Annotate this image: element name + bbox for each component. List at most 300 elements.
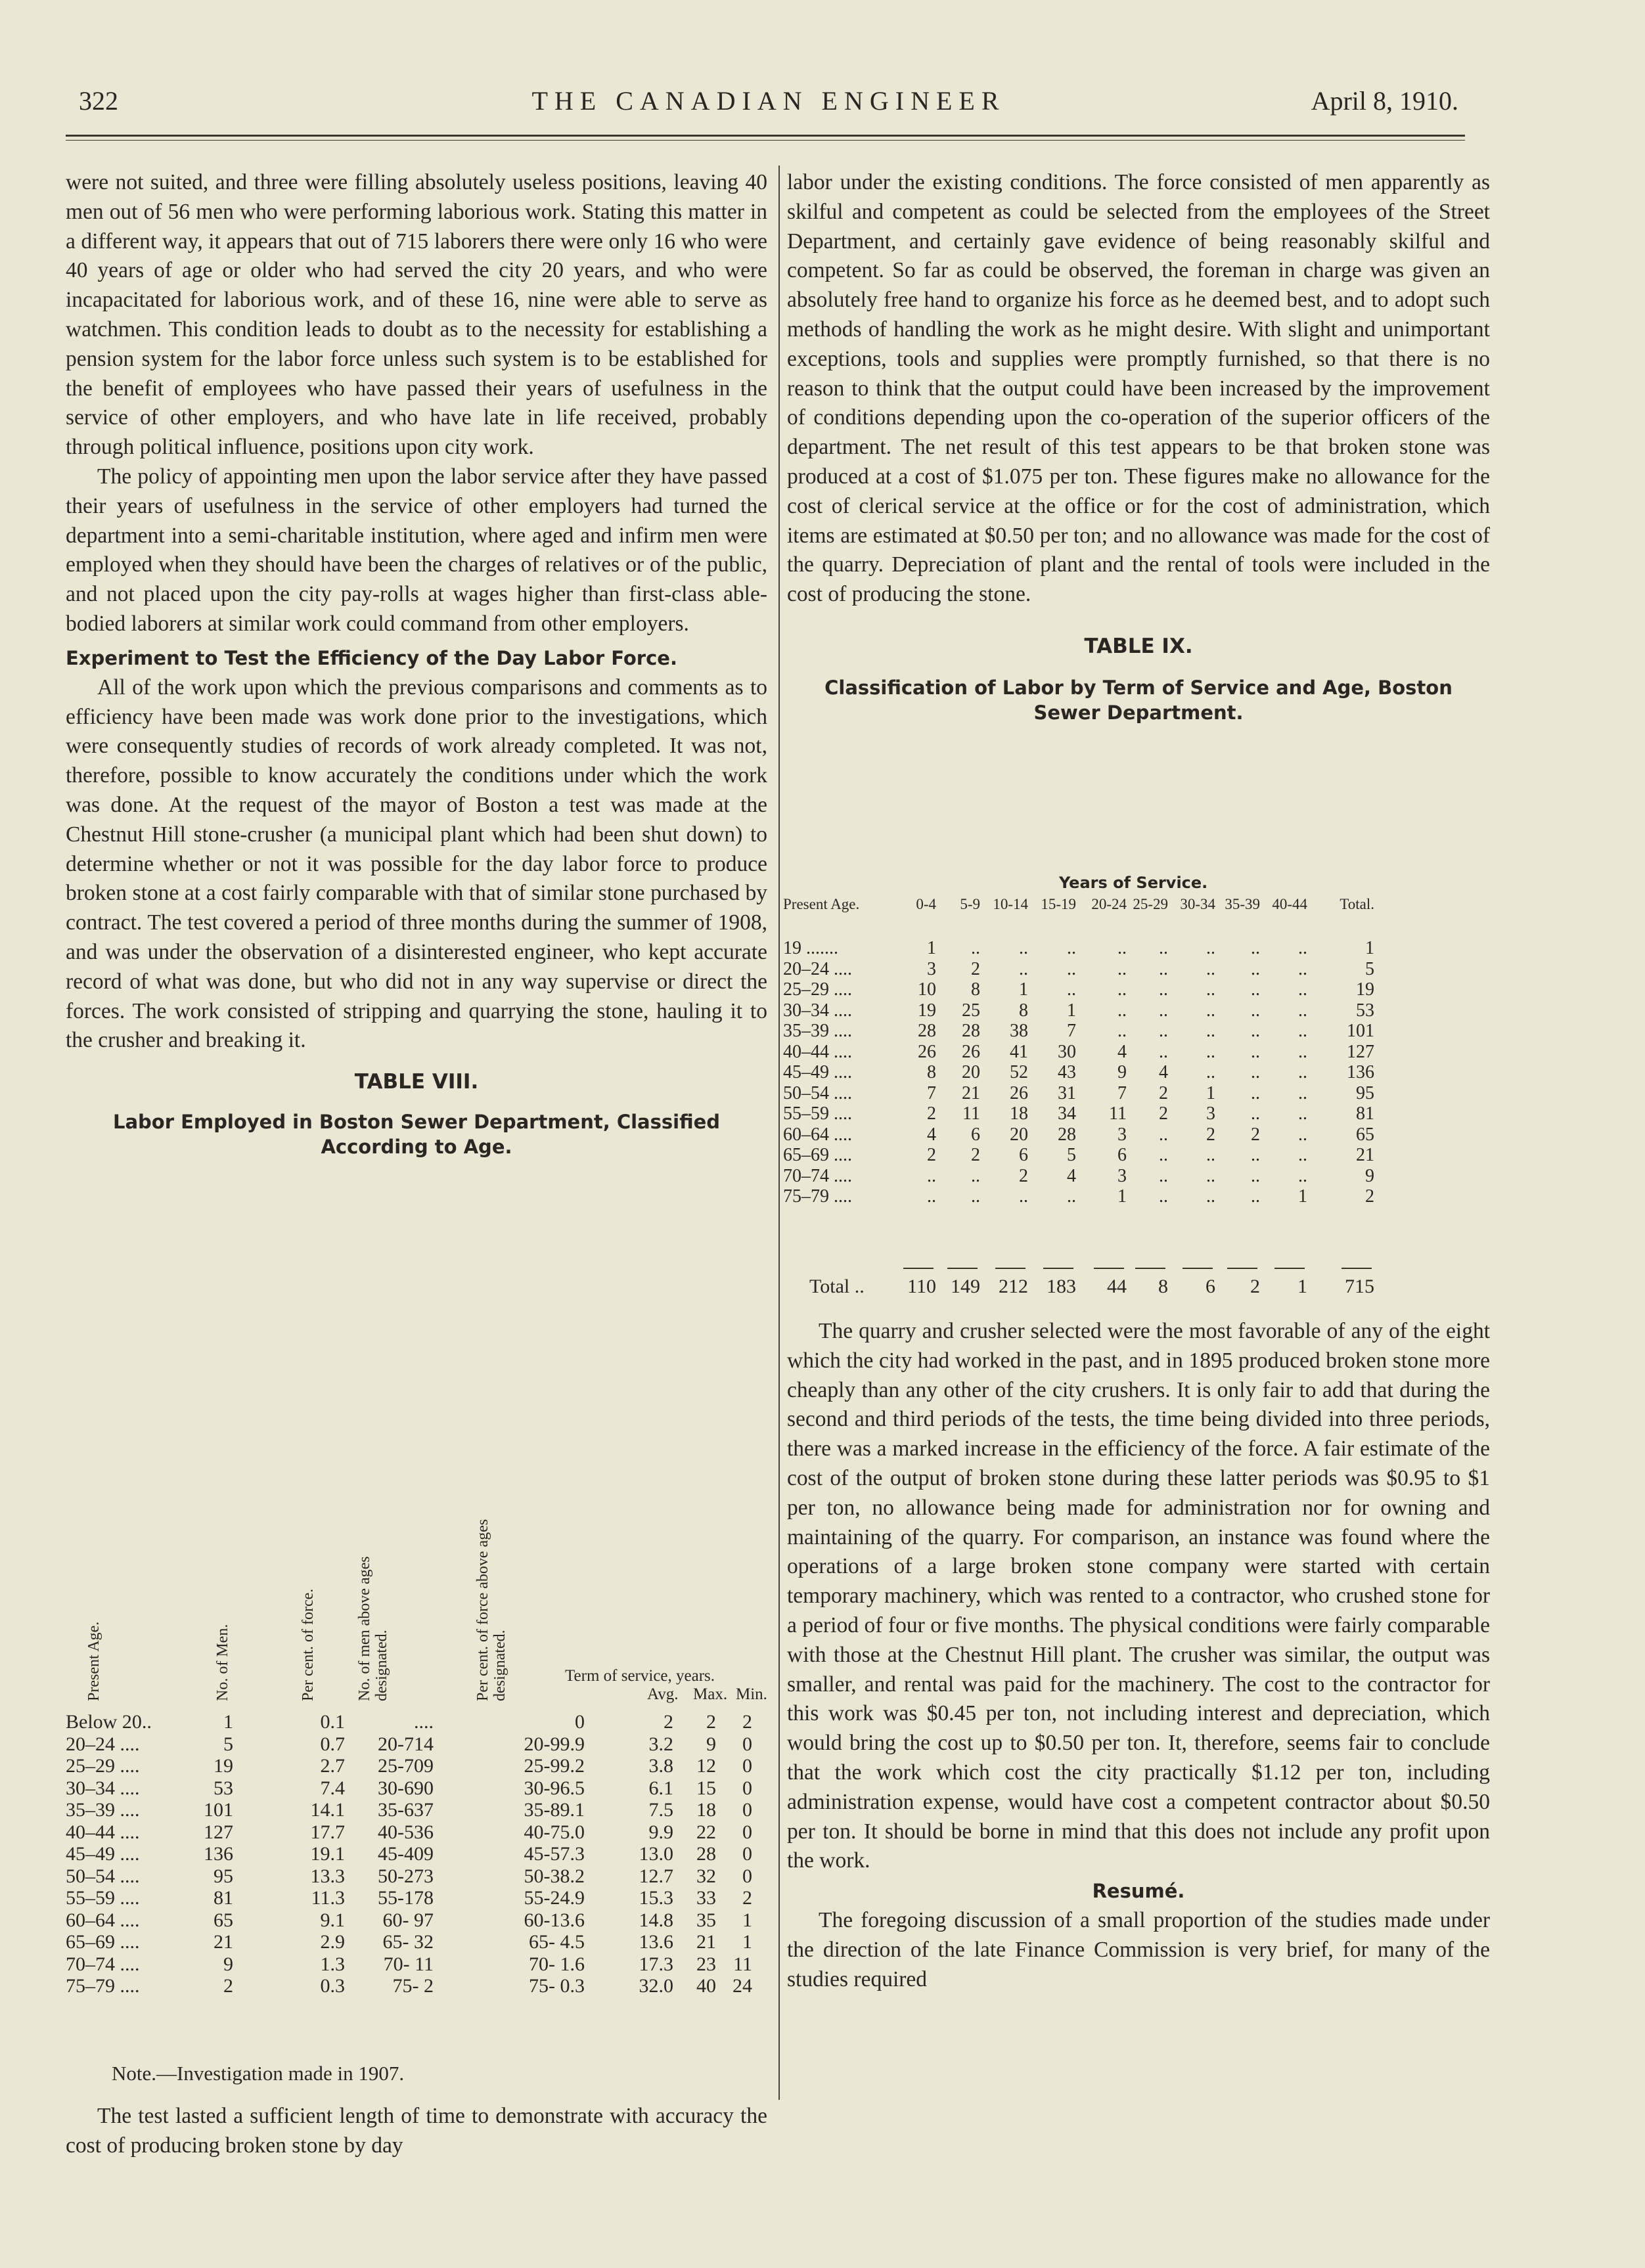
paragraph: labor under the existing conditions. The force consisted of men apparently as skilful and competent as could be selected from the employees of the Street Department, and certainly gave evidence of being reasonably skilful and competent. So far as could be observed, the foreman in charge was given an absolutely free hand to organize his force as he deemed best, and to adopt such methods of handling the work as he might desire. With slight and unimportant exceptions, tools and supplies were promptly furnished, so that there is no reason to think that the output could have been increased by the improvement of conditions depending upon the co-operation of the superior officers of the department. The net result of this test appears to be that broken stone was produced at a cost of $1.075 per ton. These figures make no allowance for the cost of clerical service at the office or for the cost of administration, which items are estimated at $0.50 per ton; and no allowance was made for the cost of the quarry. Depreciation of plant and the rental of tools were included in the cost of producing the stone. — [787, 170, 1490, 607]
table-cell: .. — [1298, 1041, 1307, 1062]
table-cell: 8 — [927, 1062, 936, 1082]
table-row — [66, 1755, 769, 1777]
table-cell: 53 — [1356, 1000, 1374, 1021]
table-cell: 26 — [918, 1041, 936, 1062]
table-row — [66, 1843, 769, 1865]
table-cell-age: 60–64 .... — [783, 1124, 852, 1145]
table-cell-max: 33 — [696, 1887, 716, 1909]
table-cell-age: 19 ....... — [783, 938, 838, 958]
table-cell-age: 55–59 .... — [783, 1103, 852, 1124]
table-cell: .. — [1251, 958, 1260, 979]
total-cell: 149 — [951, 1276, 980, 1297]
table-cell: .. — [1159, 1000, 1168, 1021]
table-cell-above: 50-273 — [378, 1865, 434, 1887]
table-cell: 38 — [1010, 1021, 1028, 1041]
table-cell-min: 2 — [742, 1711, 752, 1733]
table-cell: .. — [1117, 1021, 1127, 1041]
table-cell-men: 65 — [214, 1909, 233, 1931]
paragraph: The test lasted a sufficient length of time to demonstrate with accuracy the cost of producing broken stone by day — [66, 2104, 767, 2158]
table-cell: 28 — [1058, 1124, 1076, 1145]
table-cell: 2 — [927, 1145, 936, 1165]
table-cell: 52 — [1010, 1062, 1028, 1082]
table-cell: 95 — [1356, 1082, 1374, 1103]
column-header: 0-4 — [916, 896, 936, 912]
page-number: 322 — [79, 86, 118, 116]
column-header-term: Term of service, years. — [565, 1667, 715, 1685]
column-header: Present Age. — [85, 1621, 102, 1701]
table-cell-pct-above: 30-96.5 — [524, 1777, 585, 1799]
table-cell: 81 — [1356, 1103, 1374, 1124]
table-cell: 43 — [1058, 1062, 1076, 1082]
table-cell: .. — [1067, 1186, 1076, 1207]
table-cell: .. — [1298, 1082, 1307, 1103]
table-cell: .. — [1206, 979, 1215, 1000]
sum-rule — [1227, 1268, 1257, 1269]
running-header — [79, 85, 1458, 125]
table-cell: 8 — [1019, 1000, 1028, 1021]
sum-rule — [1183, 1268, 1213, 1269]
table-cell-max: 35 — [696, 1909, 716, 1931]
table-cell-age: 50–54 .... — [783, 1082, 852, 1103]
column-header: No. of men above ages designated. — [356, 1556, 390, 1701]
table-cell-avg: 15.3 — [639, 1887, 673, 1909]
paragraph: The quarry and crusher selected were the most favorable of any of the eight which the city had worked in the past, and in 1895 produced broken stone more cheaply than any other of the city crushers. It is only fair to add that during the second and third periods of the tests, the time being divided into three periods, there was a marked increase in the efficiency of the force. A fair estimate of the cost of the output of broken stone during these latter periods was $0.95 to $1 per ton, no allowance being made for administration nor for owning and maintaining of the quarry. For comparison, an instance was found where the operations of a large broken stone company were started with certain temporary machinery, which was rented to a contractor, who crushed stone for a period of four or five months. The physical conditions were fairly comparable with those at the Chestnut Hill plant. The crusher was similar, the output was smaller, and rental was paid for the machinery. The cost to the contractor for this work was $0.45 per ton, not including interest and depreciation, which would bring the cost up to $0.50 per ton. It, therefore, seems fair to conclude that the work which cost the city practically $1.12 per ton, including administration expense, would have cost a competent contractor about $0.50 per ton. It should be borne in mind that this does not include any profit upon the work. — [787, 1319, 1490, 1873]
table-cell: 21 — [1356, 1145, 1374, 1165]
table-cell: 2 — [1206, 1124, 1215, 1145]
table-cell: .. — [1298, 1000, 1307, 1021]
table-cell: 5 — [1067, 1145, 1076, 1165]
table-body — [783, 938, 1499, 1207]
table-cell-men: 95 — [214, 1865, 233, 1887]
table-cell: .. — [1298, 1062, 1307, 1082]
right-column-bottom — [787, 1317, 1490, 1995]
table-cell-men: 19 — [214, 1755, 233, 1777]
table-cell-men: 81 — [214, 1887, 233, 1909]
column-header: Max. — [693, 1685, 728, 1703]
table-cell: .. — [1251, 979, 1260, 1000]
table-cell: 3 — [1206, 1103, 1215, 1124]
table-cell-above: 20-714 — [378, 1733, 434, 1755]
table-cell-pct: 1.3 — [320, 1953, 345, 1975]
total-cell: 2 — [1250, 1276, 1260, 1297]
table-cell-men: 1 — [223, 1711, 233, 1733]
paragraph: The foregoing discussion of a small proportion of the studies made under the direction of the late Finance Commission is very brief, for many of the studies required — [787, 1908, 1490, 1991]
table-cell-men: 5 — [223, 1733, 233, 1755]
table-cell: .. — [1251, 1021, 1260, 1041]
table-cell-above: 70- 11 — [383, 1953, 434, 1975]
table-cell: 1 — [1206, 1082, 1215, 1103]
table-cell: .. — [1298, 1145, 1307, 1165]
table-cell-age: 25–29 .... — [783, 979, 852, 1000]
column-header: 25-29 — [1133, 896, 1168, 912]
table-cell: .. — [1298, 1103, 1307, 1124]
column-header: Avg. — [647, 1685, 679, 1703]
table-row — [783, 938, 1499, 959]
table-cell: 31 — [1058, 1082, 1076, 1103]
table-cell: 6 — [1117, 1145, 1127, 1165]
table-cell: .. — [1206, 1000, 1215, 1021]
table-cell: .. — [1019, 1186, 1028, 1207]
table-cell: .. — [1159, 1145, 1168, 1165]
sum-rule — [903, 1268, 934, 1269]
table-cell: .. — [1251, 1082, 1260, 1103]
journal-title: THE CANADIAN ENGINEER — [531, 86, 1006, 116]
table-cell-men: 2 — [223, 1975, 233, 1997]
table-cell: 21 — [962, 1082, 980, 1103]
table-cell: .. — [1159, 958, 1168, 979]
table-cell-max: 22 — [696, 1821, 716, 1843]
table-cell-pct-above: 0 — [575, 1711, 585, 1733]
table-cell: 28 — [918, 1021, 936, 1041]
table-cell-age: 40–44 .... — [66, 1821, 140, 1843]
table-cell-pct: 13.3 — [310, 1865, 345, 1887]
table-cell: .. — [1159, 1041, 1168, 1062]
table-cell-above: 45-409 — [378, 1843, 434, 1865]
table-cell-pct-above: 65- 4.5 — [529, 1931, 585, 1953]
table-cell-age: 20–24 .... — [66, 1733, 140, 1755]
table-cell: .. — [1206, 1021, 1215, 1041]
table-cell-avg: 32.0 — [639, 1975, 673, 1997]
table-cell: .. — [1019, 938, 1028, 958]
table-row — [783, 1062, 1499, 1083]
table-cell: 8 — [971, 979, 980, 1000]
table-cell-age: 70–74 .... — [66, 1953, 140, 1975]
table-cell: .. — [1251, 1145, 1260, 1165]
table-cell: 7 — [1067, 1021, 1076, 1041]
table-cell: 2 — [1251, 1124, 1260, 1145]
table-cell: .. — [1251, 1186, 1260, 1207]
column-header: No. of Men. — [214, 1624, 231, 1701]
table-cell-avg: 7.5 — [648, 1799, 673, 1821]
table-note: Note.—Investigation made in 1907. — [112, 2062, 405, 2085]
table-cell-max: 18 — [696, 1799, 716, 1821]
table-row — [66, 1821, 769, 1844]
table-cell-men: 21 — [214, 1931, 233, 1953]
table-row — [66, 1777, 769, 1800]
table-cell-min: 0 — [742, 1733, 752, 1755]
sum-rule — [1341, 1268, 1372, 1269]
table-cell-avg: 13.0 — [639, 1843, 673, 1865]
table-cell-above: 25-709 — [378, 1755, 434, 1777]
table-cell: 101 — [1347, 1021, 1374, 1041]
table-cell-pct-above: 20-99.9 — [524, 1733, 585, 1755]
table-cell-pct-above: 25-99.2 — [524, 1755, 585, 1777]
table-cell: 25 — [962, 1000, 980, 1021]
table-row — [66, 1931, 769, 1953]
table-cell-pct: 11.3 — [311, 1887, 345, 1909]
table-cell-avg: 14.8 — [639, 1909, 673, 1931]
table-cell-above: 40-536 — [378, 1821, 434, 1843]
table-row — [66, 1711, 769, 1733]
table-cell-avg: 6.1 — [648, 1777, 673, 1799]
table-cell-min: 0 — [742, 1799, 752, 1821]
column-header: 20-24 — [1091, 896, 1127, 912]
table-cell: .. — [1206, 1145, 1215, 1165]
total-cell: 715 — [1345, 1276, 1374, 1297]
table-row — [783, 1166, 1499, 1187]
table-cell: 3 — [927, 958, 936, 979]
sum-rule — [1135, 1268, 1165, 1269]
table-cell-above: 55-178 — [378, 1887, 434, 1909]
table-cell-min: 0 — [742, 1755, 752, 1777]
column-header: Min. — [736, 1685, 767, 1703]
table-cell: 10 — [918, 979, 936, 1000]
table-cell: .. — [1298, 938, 1307, 958]
table-cell: .. — [971, 938, 980, 958]
table-label: TABLE VIII. — [354, 1070, 479, 1094]
table-cell: .. — [927, 1186, 936, 1207]
table-cell: 1 — [927, 938, 936, 958]
table-cell-max: 9 — [706, 1733, 716, 1755]
table-cell-pct-above: 40-75.0 — [524, 1821, 585, 1843]
total-cell: 110 — [907, 1276, 936, 1297]
table-cell-age: 30–34 .... — [783, 1000, 852, 1021]
table-header — [783, 896, 1499, 916]
table-row — [66, 1953, 769, 1976]
table-cell-age: 70–74 .... — [783, 1165, 852, 1186]
table-cell: .. — [1159, 1186, 1168, 1207]
table-cell: 1 — [1067, 1000, 1076, 1021]
sum-rule — [995, 1268, 1025, 1269]
table-row — [783, 1103, 1499, 1124]
years-of-service-label: Years of Service. — [1059, 874, 1208, 892]
table-cell: .. — [1067, 938, 1076, 958]
total-cell: 8 — [1158, 1276, 1168, 1297]
left-column — [66, 168, 767, 1159]
table-cell-age: 75–79 .... — [66, 1975, 140, 1997]
table-cell: 30 — [1058, 1041, 1076, 1062]
table-cell-pct: 14.1 — [310, 1799, 345, 1821]
table-row — [66, 1733, 769, 1756]
table-cell: .. — [1117, 1000, 1127, 1021]
table-cell-avg: 2 — [664, 1711, 673, 1733]
table-cell: 19 — [1356, 979, 1374, 1000]
table-cell-pct-above: 45-57.3 — [524, 1843, 585, 1865]
table-cell-men: 9 — [223, 1953, 233, 1975]
header-rule — [66, 135, 1465, 137]
table-cell: .. — [1251, 938, 1260, 958]
table-cell-age: 45–49 .... — [66, 1843, 140, 1865]
table-cell-avg: 17.3 — [639, 1953, 673, 1975]
table-cell-min: 0 — [742, 1865, 752, 1887]
table-cell-age: 50–54 .... — [66, 1865, 140, 1887]
sum-rule — [1094, 1268, 1124, 1269]
table-cell: .. — [1298, 1021, 1307, 1041]
table-body — [66, 1711, 769, 1997]
table-cell-men: 136 — [204, 1843, 233, 1865]
table-cell-men: 53 — [214, 1777, 233, 1799]
header-rule-thin — [66, 140, 1465, 141]
table-cell: .. — [1251, 1165, 1260, 1186]
issue-date: April 8, 1910. — [1311, 86, 1458, 116]
table-total-row — [783, 1276, 1499, 1302]
table-row — [783, 1124, 1499, 1145]
table-cell-max: 23 — [696, 1953, 716, 1975]
table-cell-avg: 13.6 — [639, 1931, 673, 1953]
table-cell: 3 — [1117, 1165, 1127, 1186]
table-cell-min: 0 — [742, 1843, 752, 1865]
table-cell-above: 60- 97 — [382, 1909, 434, 1931]
table-cell: 4 — [1159, 1062, 1168, 1082]
table-cell-min: 1 — [742, 1931, 752, 1953]
table-cell: 20 — [962, 1062, 980, 1082]
table-cell-above: 65- 32 — [382, 1931, 434, 1953]
paragraph: The policy of appointing men upon the labor service after they have passed their years of usefulness in the service of other employers had turned the department into a semi-charitable institution, where aged and infirm men were employed when they should have been the charges of relatives or of the public, and not placed upon the city pay-rolls at wages higher than first-class able-bodied laborers at similar work could command from other employers. — [66, 464, 767, 636]
table-cell-max: 40 — [696, 1975, 716, 1997]
table-cell: .. — [1206, 1041, 1215, 1062]
column-header: 40-44 — [1272, 896, 1307, 912]
table-cell-age: 35–39 .... — [66, 1799, 140, 1821]
table-cell-age: 40–44 .... — [783, 1041, 852, 1062]
table-cell: 28 — [962, 1021, 980, 1041]
table-cell: 11 — [1109, 1103, 1127, 1124]
table-cell-age: 35–39 .... — [783, 1021, 852, 1041]
total-label: Total .. — [809, 1276, 865, 1297]
table-cell: .. — [1159, 979, 1168, 1000]
table-cell: .. — [1251, 1103, 1260, 1124]
table-cell: .. — [1117, 958, 1127, 979]
table-cell-age: 65–69 .... — [783, 1145, 852, 1165]
table-cell-age: 25–29 .... — [66, 1755, 140, 1777]
table-cell-pct: 2.7 — [320, 1755, 345, 1777]
table-cell-avg: 3.8 — [648, 1755, 673, 1777]
table-cell-pct: 0.1 — [320, 1711, 345, 1733]
table-cell: 2 — [1365, 1186, 1374, 1207]
total-cell: 1 — [1297, 1276, 1307, 1297]
table-cell: 26 — [962, 1041, 980, 1062]
table-cell-above: 30-690 — [378, 1777, 434, 1799]
total-cell: 183 — [1047, 1276, 1076, 1297]
table-cell: 2 — [1019, 1165, 1028, 1186]
table-cell-max: 32 — [696, 1865, 716, 1887]
table-cell-above: .... — [414, 1711, 434, 1733]
column-header: Per cent. of force. — [300, 1588, 317, 1701]
table-cell-pct: 19.1 — [310, 1843, 345, 1865]
table-title: Classification of Labor by Term of Service and Age, Boston Sewer Department. — [824, 676, 1453, 724]
table-cell-pct: 2.9 — [320, 1931, 345, 1953]
table-cell-pct-above: 60-13.6 — [524, 1909, 585, 1931]
table-row — [783, 979, 1499, 1000]
table-cell-above: 35-637 — [378, 1799, 434, 1821]
table-cell-max: 28 — [696, 1843, 716, 1865]
table-cell: 65 — [1356, 1124, 1374, 1145]
table-row — [783, 1021, 1499, 1042]
total-cell: 212 — [999, 1276, 1028, 1297]
table-cell-age: 65–69 .... — [66, 1931, 140, 1953]
column-header: 15-19 — [1041, 896, 1076, 912]
table-cell: .. — [1206, 938, 1215, 958]
table-cell-age: 30–34 .... — [66, 1777, 140, 1799]
table-cell: 1 — [1365, 938, 1374, 958]
table-cell: .. — [927, 1165, 936, 1186]
table-cell-min: 24 — [732, 1975, 752, 1997]
table-cell-above: 75- 2 — [392, 1975, 434, 1997]
table-cell: .. — [1019, 958, 1028, 979]
table-cell: .. — [1206, 1165, 1215, 1186]
table-cell: .. — [1251, 1062, 1260, 1082]
table-cell-age: 60–64 .... — [66, 1909, 140, 1931]
table-cell: .. — [1206, 1186, 1215, 1207]
table-row — [66, 1799, 769, 1821]
table-cell: 6 — [971, 1124, 980, 1145]
table-cell: .. — [1298, 1165, 1307, 1186]
table-cell-max: 15 — [696, 1777, 716, 1799]
table-cell: .. — [1159, 1124, 1168, 1145]
table-cell-age: 55–59 .... — [66, 1887, 140, 1909]
table-cell: .. — [1251, 1041, 1260, 1062]
table-cell: .. — [1159, 1165, 1168, 1186]
table-row — [66, 1975, 769, 1997]
table-cell: 1 — [1117, 1186, 1127, 1207]
paragraph: All of the work upon which the previous comparisons and comments as to efficiency have been made was work done prior to the investigations, which were consequently studies of records of work already completed. It was not, therefore, possible to know accurately the conditions under which the work was done. At the request of the mayor of Boston a test was made at the Chestnut Hill stone-crusher (a municipal plant which had been shut down) to determine whether or not it was possible for the day labor force to produce broken stone at a cost fairly comparable with that of similar stone purchased by contract. The test covered a period of three months during the summer of 1908, and was under the observation of a disinterested engineer, who kept accurate record of what was done, but who did not in any way supervise or direct the forces. The work consisted of stripping and quarrying the stone, hauling it to the crusher and breaking it. — [66, 675, 767, 1053]
table-row — [783, 1000, 1499, 1021]
table-cell: 2 — [927, 1103, 936, 1124]
table-cell-min: 11 — [733, 1953, 752, 1975]
table-cell: 19 — [918, 1000, 936, 1021]
table-cell: 26 — [1010, 1082, 1028, 1103]
table-title: Labor Employed in Boston Sewer Department, Classified According to Age. — [112, 1111, 721, 1159]
table-cell: .. — [1067, 958, 1076, 979]
sum-rule — [1043, 1268, 1073, 1269]
table-label: TABLE IX. — [1084, 634, 1193, 658]
table-row — [783, 1042, 1499, 1063]
table-cell: 2 — [1159, 1082, 1168, 1103]
table-cell: .. — [1159, 1021, 1168, 1041]
table-cell: 3 — [1117, 1124, 1127, 1145]
table-cell-min: 2 — [742, 1887, 752, 1909]
table-row — [783, 1145, 1499, 1166]
table-cell: .. — [1298, 979, 1307, 1000]
sum-rule — [947, 1268, 978, 1269]
table-cell: 6 — [1019, 1145, 1028, 1165]
table-cell-pct: 7.4 — [320, 1777, 345, 1799]
table-cell: .. — [1117, 938, 1127, 958]
table-row — [66, 1865, 769, 1888]
table-cell: .. — [971, 1165, 980, 1186]
table-cell: 2 — [971, 1145, 980, 1165]
table-cell: .. — [1206, 1062, 1215, 1082]
table-cell-pct: 9.1 — [320, 1909, 345, 1931]
table-cell: .. — [1298, 1124, 1307, 1145]
table-cell-min: 0 — [742, 1821, 752, 1843]
table-cell: .. — [1298, 958, 1307, 979]
table-cell: 9 — [1365, 1165, 1374, 1186]
paragraph: were not suited, and three were filling absolutely useless positions, leaving 40 men out of 56 men who were performing laborious work. Stating this matter in a different way, it appears that out of 715 laborers there were only 16 who were 40 years of age or older who had served the city 20 years, and who were incapacitated for laborious work, and of these 16, nine were able to serve as watchmen. This condition leads to doubt as to the necessity for establishing a pension system for the labor force unless such system is to be established for the benefit of employees who have passed their years of usefulness in the service of other employers, and who have late in life received, probably through political influence, positions upon city work. — [66, 170, 767, 460]
table-cell: 11 — [962, 1103, 980, 1124]
table-cell-age: 20–24 .... — [783, 958, 852, 979]
table-cell-men: 101 — [204, 1799, 233, 1821]
table-cell: .. — [1117, 979, 1127, 1000]
column-header: 35-39 — [1225, 896, 1260, 912]
table-cell-age: Below 20.. — [66, 1711, 152, 1733]
table-cell: .. — [971, 1186, 980, 1207]
table-cell-max: 12 — [696, 1755, 716, 1777]
table-cell-min: 1 — [742, 1909, 752, 1931]
table-cell: 7 — [1117, 1082, 1127, 1103]
table-cell-men: 127 — [204, 1821, 233, 1843]
table-cell: 2 — [971, 958, 980, 979]
table-cell-pct-above: 70- 1.6 — [529, 1953, 585, 1975]
table-cell: 5 — [1365, 958, 1374, 979]
table-row — [783, 1083, 1499, 1104]
table-cell-pct: 17.7 — [310, 1821, 345, 1843]
table-cell: 20 — [1010, 1124, 1028, 1145]
table-cell-pct: 0.7 — [320, 1733, 345, 1755]
column-header: 30-34 — [1180, 896, 1215, 912]
table-cell-avg: 12.7 — [639, 1865, 673, 1887]
table-cell-age: 45–49 .... — [783, 1062, 852, 1082]
total-cell: 44 — [1107, 1276, 1127, 1297]
